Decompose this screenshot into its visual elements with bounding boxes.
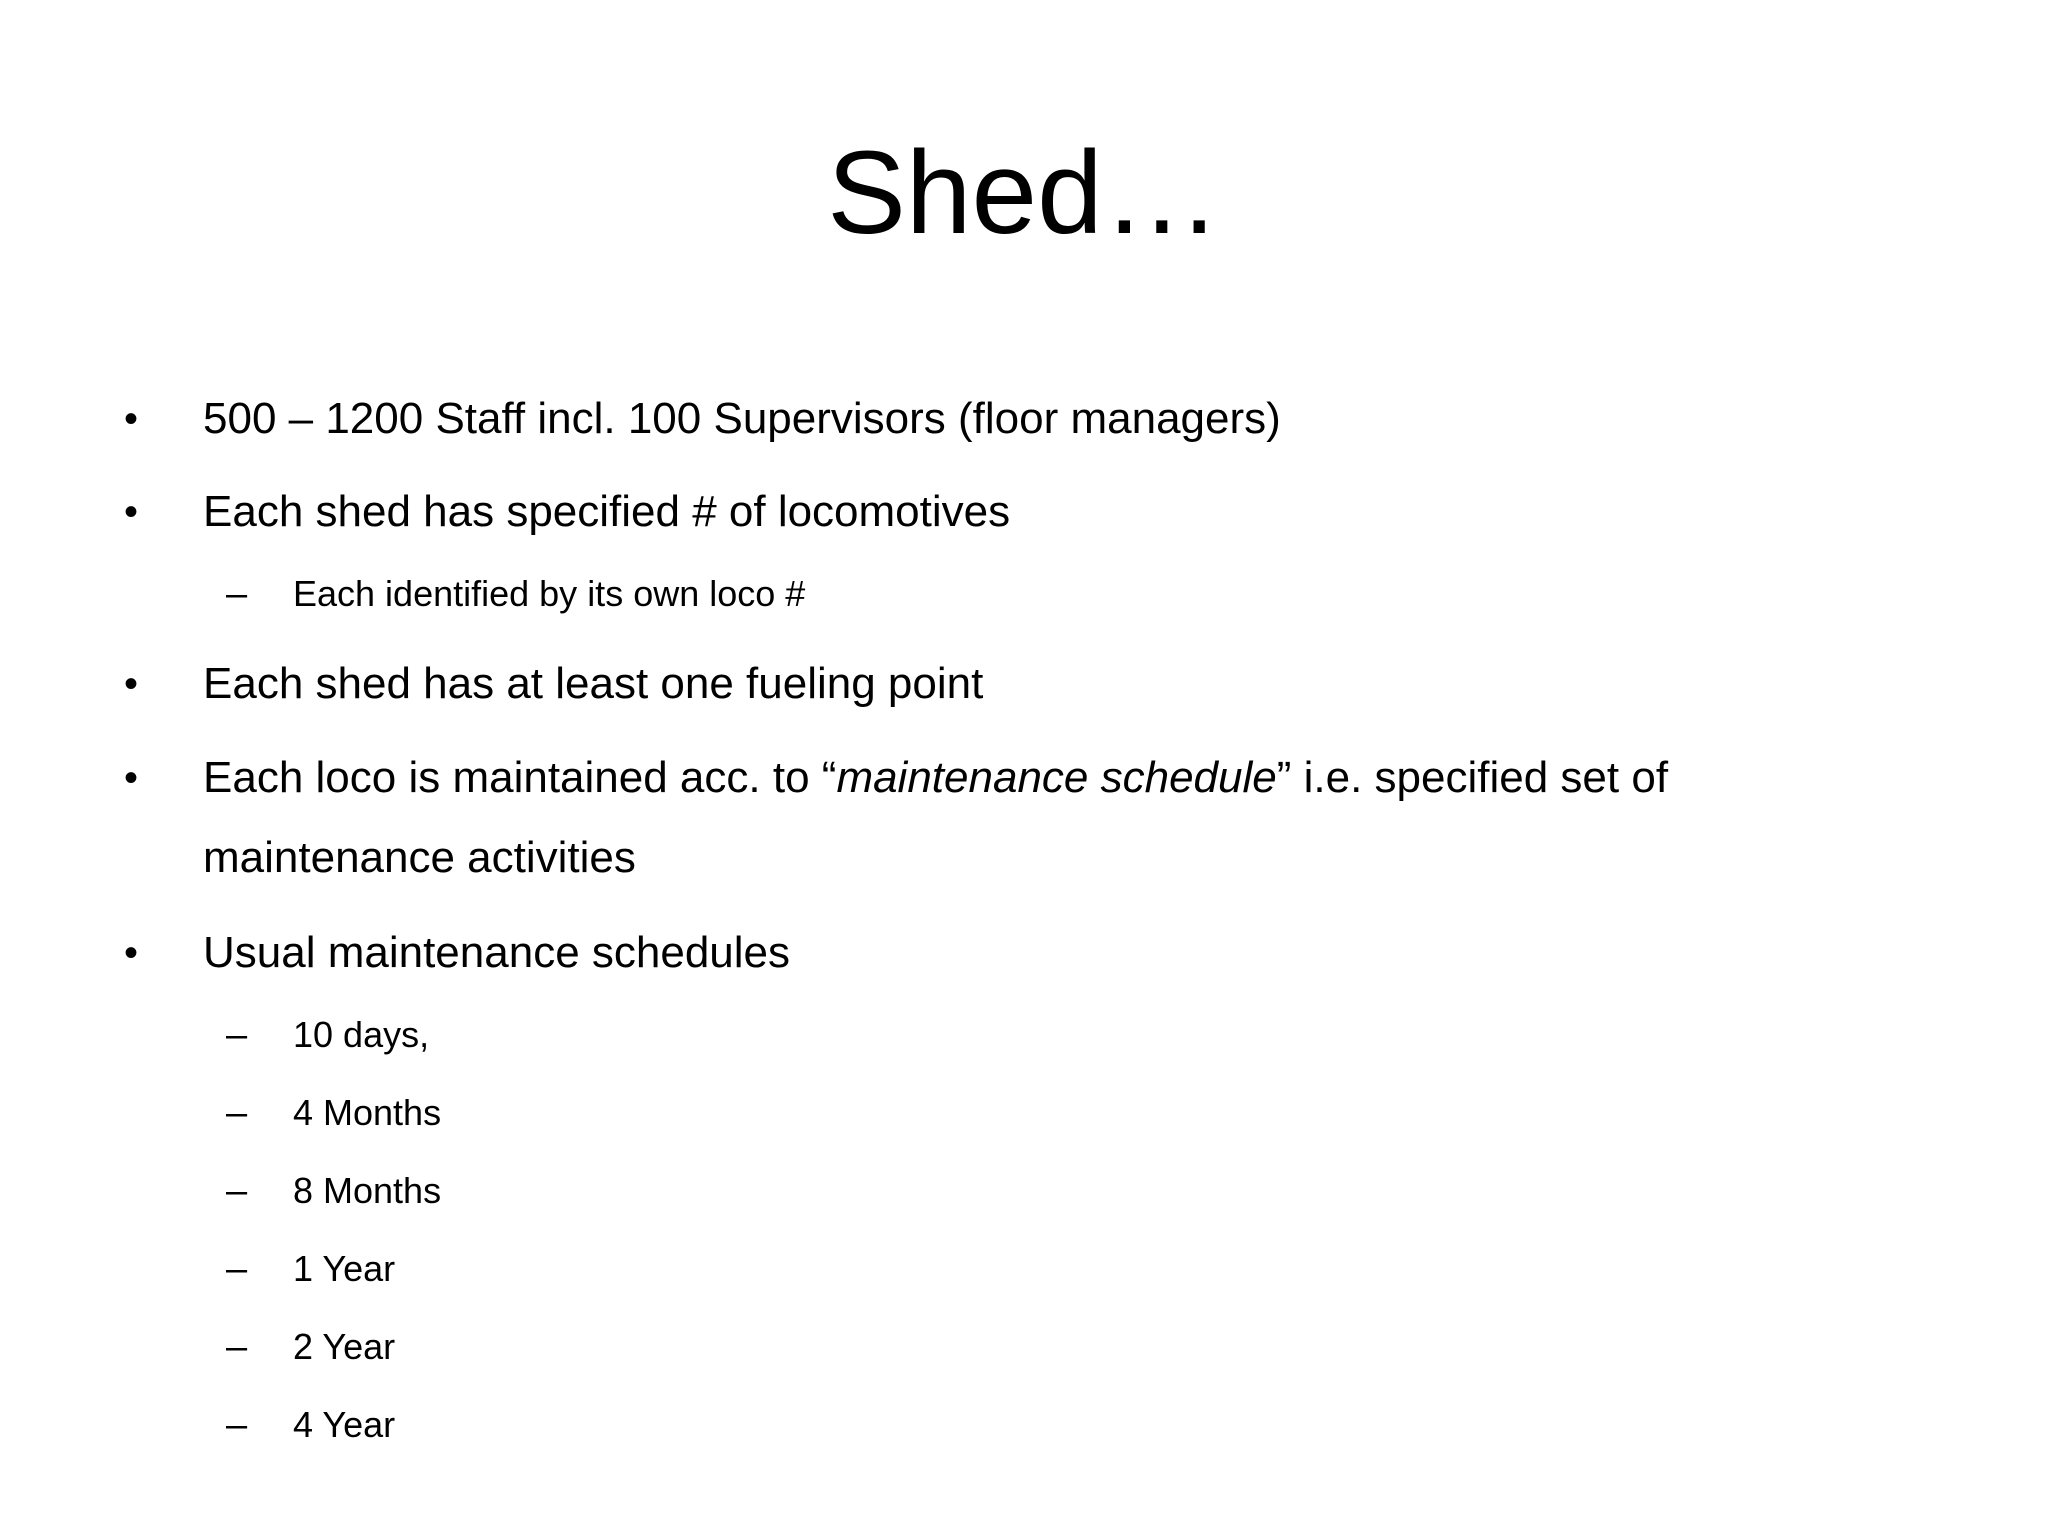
sub-bullet-text: 1 Year — [293, 1248, 396, 1289]
sub-bullet-text: 10 days, — [293, 1014, 430, 1055]
bullet-marker: • — [124, 931, 139, 975]
bullet-text: Usual maintenance schedules — [203, 928, 791, 977]
sub-bullet-text: 2 Year — [293, 1326, 396, 1367]
bullet-marker: • — [124, 490, 139, 534]
sub-bullet-text: 4 Months — [293, 1092, 442, 1133]
bullet-text-emphasis: maintenance schedule — [836, 753, 1277, 802]
bullet-text: 500 – 1200 Staff incl. 100 Supervisors (floor managers) — [203, 394, 1281, 443]
slide-title: Shed… — [827, 127, 1221, 259]
dash-marker: – — [226, 1092, 248, 1134]
bullet-marker: • — [124, 756, 139, 800]
dash-marker: – — [226, 1404, 248, 1446]
dash-marker: – — [226, 1248, 248, 1290]
dash-marker: – — [226, 1326, 248, 1368]
bullet-marker: • — [124, 397, 139, 441]
dash-marker: – — [226, 1014, 248, 1056]
bullet-text — [203, 738, 1903, 898]
bullet-text-post: ” i.e. specified set of maintenance activities — [203, 753, 1669, 882]
bullet-marker: • — [124, 662, 139, 706]
sub-bullet-text: 4 Year — [293, 1404, 396, 1445]
sub-bullet-text: Each identified by its own loco # — [293, 573, 806, 614]
bullet-text: Each shed has specified # of locomotives — [203, 487, 1011, 536]
bullet-text: Each shed has at least one fueling point — [203, 659, 984, 708]
bullet-text-pre: Each loco is maintained acc. to “ — [203, 753, 837, 802]
dash-marker: – — [226, 573, 248, 615]
sub-bullet-text: 8 Months — [293, 1170, 442, 1211]
dash-marker: – — [226, 1170, 248, 1212]
